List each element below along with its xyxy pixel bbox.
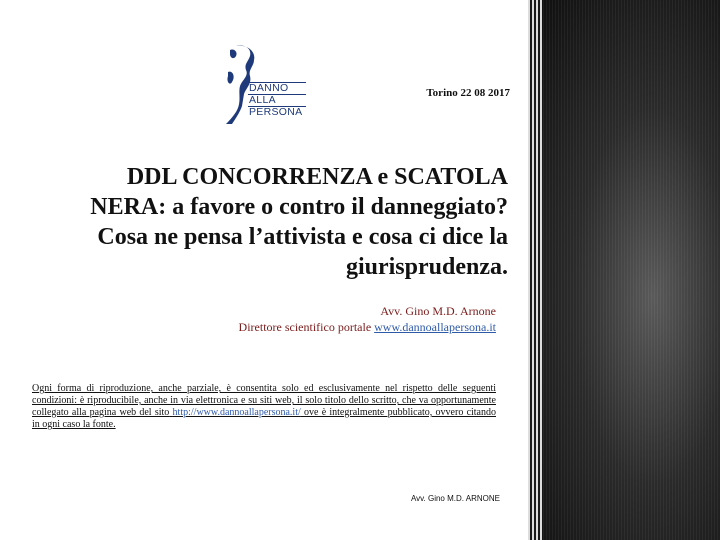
decorative-panel-edge (528, 0, 542, 540)
notice-text-after: ove è integralmente pubblicato, ovvero citando in ogni caso la fonte. (32, 407, 496, 430)
author-name: Avv. Gino M.D. Arnone (380, 304, 496, 318)
notice-text-before: Ogni forma di riproduzione, anche parziale, è consentita solo ed esclusivamente nel rispetto delle seguenti condizioni: è riproducibile, anche in via elettronica e su siti web, il solo titolo dello scritto, che va opportunamente collegato alla pagina web del sito (32, 383, 496, 418)
date-label: Torino 22 08 2017 (426, 87, 510, 99)
decorative-side-panel (528, 0, 720, 540)
logo-text (248, 82, 306, 118)
danno-alla-persona-logo (222, 42, 308, 126)
logo-line-2: ALLA (248, 94, 306, 106)
logo-line-1: DANNO (248, 82, 306, 94)
copyright-notice (32, 383, 496, 431)
author-role (200, 319, 496, 335)
slide-title: DDL CONCORRENZA e SCATOLA NERA: a favore o contro il danneggiato? Cosa ne pensa l’attivista e cosa ci dice la giurisprudenza. (90, 164, 508, 280)
author-block (200, 303, 496, 335)
logo-line-3: PERSONA (248, 106, 306, 118)
footer-author: Avv. Gino M.D. ARNONE (410, 494, 500, 503)
portal-link[interactable]: www.dannoallapersona.it (374, 320, 496, 334)
notice-link[interactable]: http://www.dannoallapersona.it/ (172, 407, 301, 418)
author-role-text: Direttore scientifico portale (238, 320, 372, 334)
